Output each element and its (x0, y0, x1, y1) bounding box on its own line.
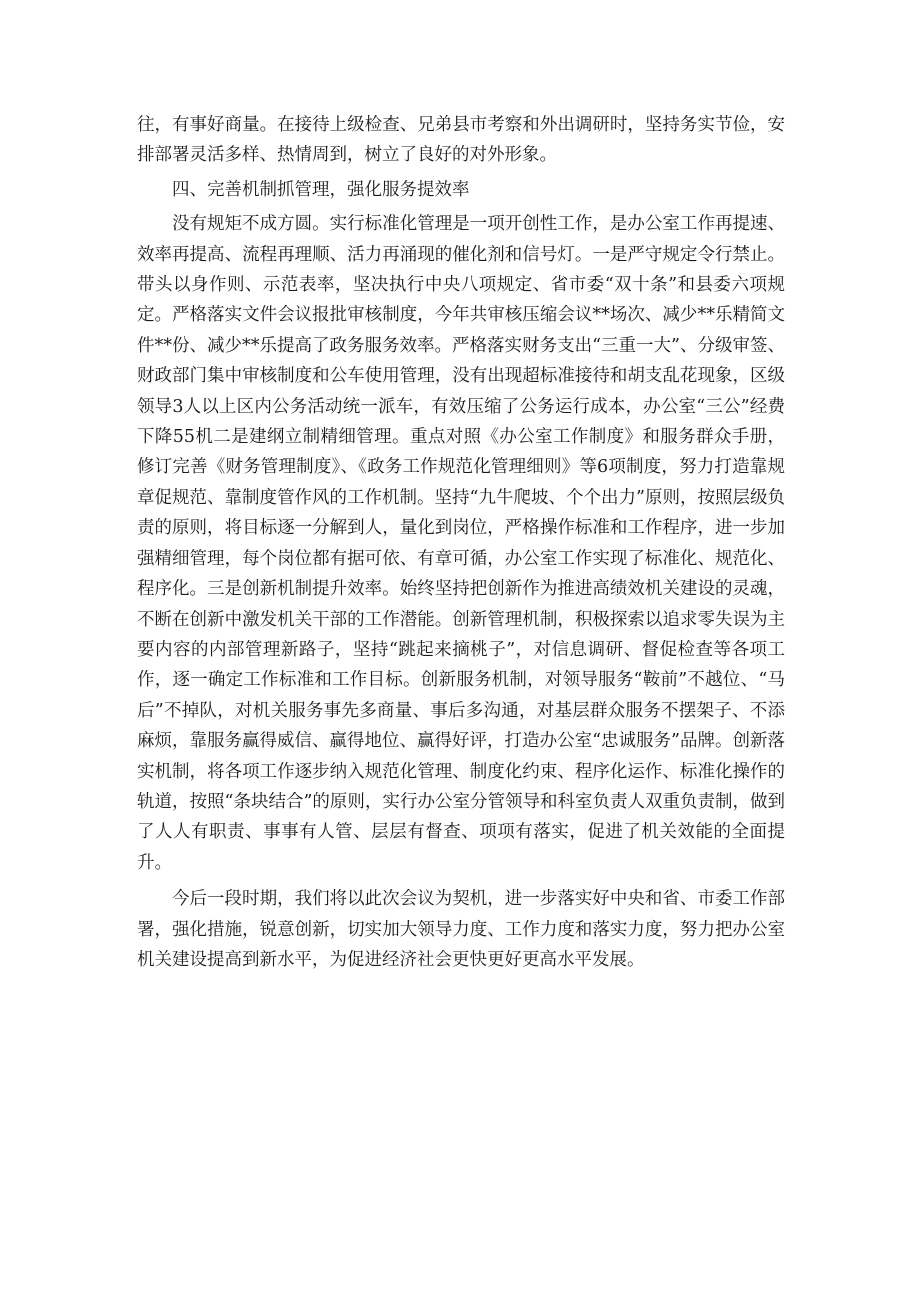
paragraph-continuation: 往，有事好商量。在接待上级检查、兄弟县市考察和外出调研时，坚持务实节俭，安排部署灵活多样、热情周到，树立了良好的对外形象。 (137, 115, 785, 166)
paragraph-conclusion: 今后一段时期，我们将以此次会议为契机，进一步落实好中央和省、市委工作部署，强化措施，锐意创新，切实加大领导力度、工作力度和落实力度，努力把办公室机关建设提高到新水平，为促进经济社会更快更好更高水平发展。 (137, 889, 785, 970)
section-heading: 四、完善机制抓管理，强化服务提效率 (172, 179, 470, 200)
document-page (137, 110, 785, 975)
paragraph-body: 没有规矩不成方圆。实行标准化管理是一项开创性工作，是办公室工作再提速、效率再提高、流程再理顺、活力再涌现的催化剂和信号灯。一是严守规定令行禁止。带头以身作则、示范表率，坚决执行中央八项规定、省市委“双十条”和县委六项规定。严格落实文件会议报批审核制度，今年共审核压缩会议**场次、减少**乐精简文件**份、减少**乐提高了政务服务效率。严格落实财务支出“三重一大”、分级审签、财政部门集中审核制度和公车使用管理，没有出现超标准接待和胡支乱花现象，区级领导3人以上区内公务活动统一派车，有效压缩了公务运行成本，办公室“三公”经费下降55机二是建纲立制精细管理。重点对照《办公室工作制度》和服务群众手册，修订完善《财务管理制度》、《政务工作规范化管理细则》等6项制度，努力打造靠规章促规范、靠制度管作风的工作机制。坚持“九牛爬坡、个个出力”原则，按照层级负责的原则，将目标逐一分解到人，量化到岗位，严格操作标准和工作程序，进一步加强精细管理，每个岗位都有据可依、有章可循，办公室工作实现了标准化、规范化、程序化。三是创新机制提升效率。始终坚持把创新作为推进高绩效机关建设的灵魂，不断在创新中激发机关干部的工作潜能。创新管理机制，积极探索以追求零失误为主要内容的内部管理新路子，坚持“跳起来摘桃子”，对信息调研、督促检查等各项工作，逐一确定工作标准和工作目标。创新服务机制，对领导服务“鞍前”不越位、“马后”不掉队，对机关服务事先多商量、事后多沟通，对基层群众服务不摆架子、不添麻烦，靠服务赢得威信、赢得地位、赢得好评，打造办公室“忠诚服务”品牌。创新落实机制，将各项工作逐步纳入规范化管理、制度化约束、程序化运作、标准化操作的轨道，按照“条块结合”的原则，实行办公室分管领导和科室负责人双重负责制，做到了人人有职责、事事有人管、层层有督查、项项有落实，促进了机关效能的全面提升。 (137, 214, 785, 873)
